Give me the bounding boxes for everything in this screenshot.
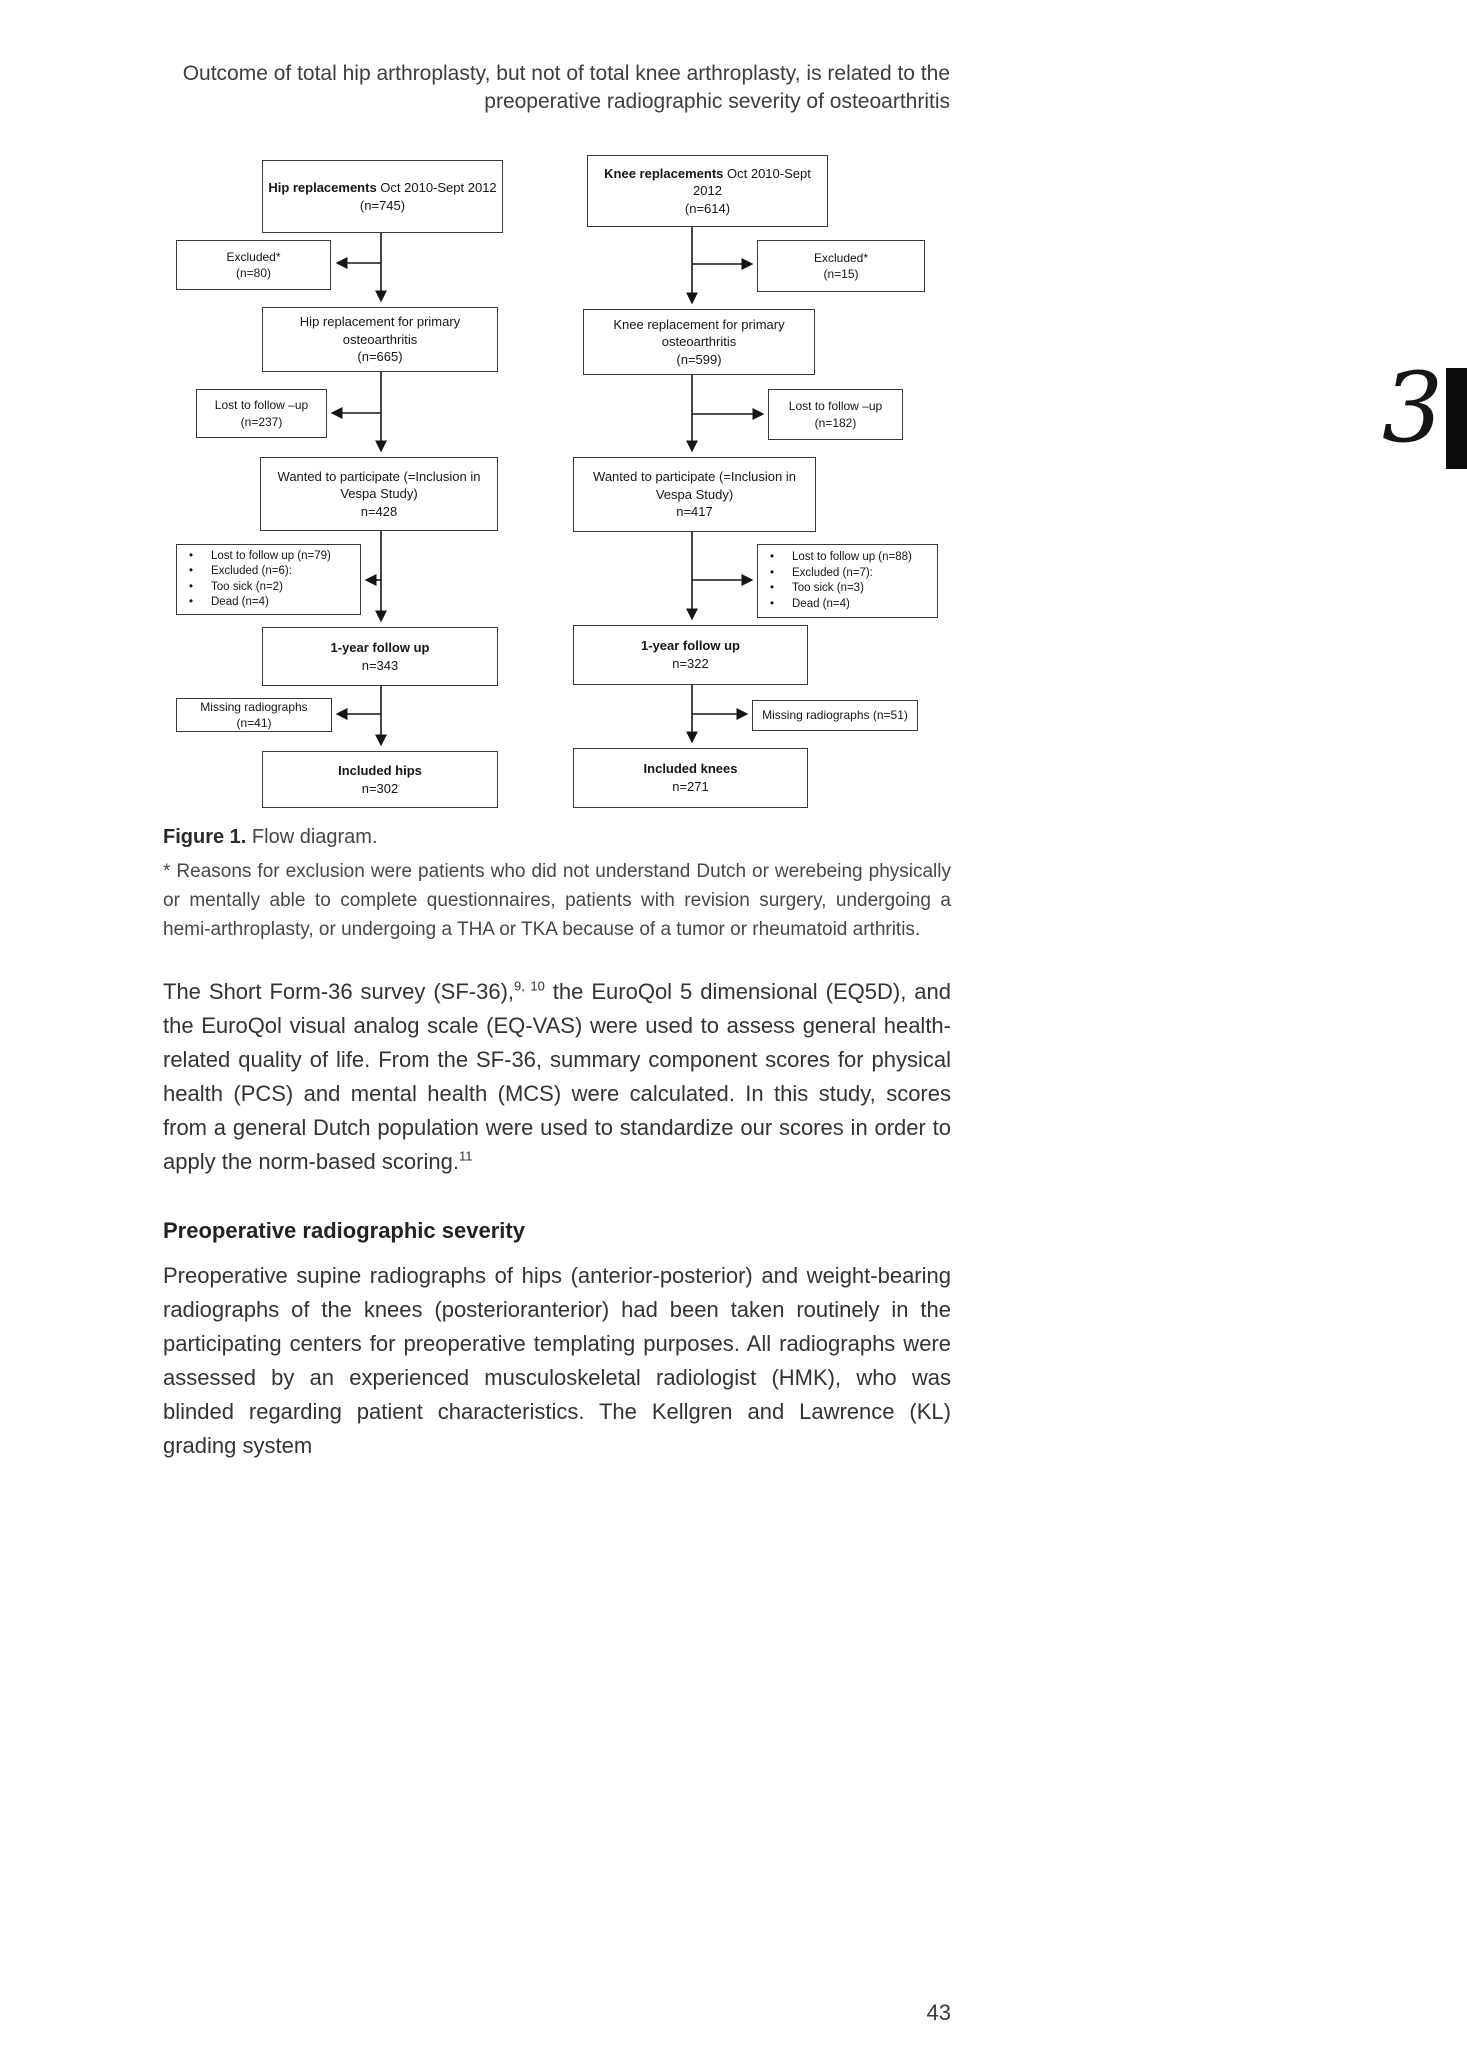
chapter-tab-bar [1446,368,1467,469]
flow-box-bold-label [331,639,430,657]
figure-footnote: * Reasons for exclusion were patients who did not understand Dutch or werebeing physically or mentally able to complete questionnaires, patients with revision surgery, undergoing a hemi-arthroplasty, or undergoing a THA or TKA because of a tumor or rheumatoid arthritis. [163,861,951,940]
flow-box-count: n=322 [672,656,709,671]
figure-caption-text: Flow diagram. [246,826,378,848]
flow-box-text: Knee replacement for primary [613,316,785,332]
flow-box-bold-label [338,762,422,780]
flow-box-text: Oct 2010-Sept 2012 [693,165,811,199]
figure-caption-label: Figure 1. [163,826,247,848]
flow-box-count: (n=15) [823,267,859,281]
flow-box-hip-included [262,751,498,808]
chapter-number: 3 [1382,352,1444,464]
flow-box-title: 1-year follow up [641,638,740,654]
flow-box-hip-start [262,160,503,233]
flow-box-knee-followup [573,625,808,685]
flow-box-bold-label [641,637,740,655]
flow-box-knee-primary [583,309,815,375]
flow-box-text: osteoarthritis [661,334,737,350]
flow-box-count: n=271 [672,779,709,794]
dropout-item: • Dead (n=4) [768,597,850,613]
flow-box-count: (n=745) [359,197,406,213]
reference-superscript: 11 [458,1148,473,1164]
dropout-item: • Dead (n=4) [187,595,269,611]
body-text: the EuroQol 5 dimensional (EQ5D), and the EuroQol visual analog scale (EQ-VAS) were used to assess general health-related quality of life. From the SF-36, summary component scores for physical health (PCS) and mental health (MCS) were calculated. In this study, scores from a general Dutch population were used to standardize our scores in order to apply the norm-based scoring. [163,979,951,1174]
flow-box-count: n=302 [361,780,399,796]
flow-box-count: n=417 [676,504,713,520]
flow-box-knee-excluded [757,240,925,292]
flow-box-title: Included knees [643,761,738,777]
flow-box-hip-dropouts [176,544,361,615]
flow-box-hip-followup [262,627,498,686]
dropout-item: • Lost to follow up (n=79) [187,549,331,565]
dropout-item: • Too sick (n=2) [187,580,283,596]
flow-box-knee-missing [752,700,918,731]
flow-box-bold-label [644,760,738,778]
flow-box-text: Hip replacement for primary [299,314,461,330]
flow-box-text: Oct 2010-Sept 2012 [376,179,497,195]
dropout-item: • Excluded (n=7): [768,566,873,582]
body-text: The Short Form-36 survey (SF-36), [163,979,515,1004]
reference-superscript: 9, 10 [514,978,545,994]
flow-box-text: Lost to follow –up [214,398,309,413]
flow-box-hip-wanted [260,457,498,531]
flow-box-count: n=343 [361,657,399,673]
flow-box-knee-wanted [573,457,816,532]
flow-box-hip-primary [262,307,498,372]
flow-box-text: Missing radiographs (n=41) [200,699,308,730]
dropout-item: • Too sick (n=3) [768,581,864,597]
dropout-item: • Excluded (n=6): [187,564,292,580]
flow-box-count: (n=665) [357,349,403,365]
flow-box-knee-included [573,748,808,808]
flow-box-knee-lost [768,389,903,440]
flow-box-bold-label: Hip replacements [268,179,377,195]
flow-box-text: Vespa Study) [340,486,418,502]
flow-box-text: Wanted to participate (=Inclusion in [593,469,796,485]
flow-box-title: 1-year follow up [330,639,430,655]
flow-box-count: (n=599) [676,351,722,367]
flow-box-line [593,165,822,200]
running-header-line2: preoperative radiographic severity of osteoarthritis [484,90,950,113]
flow-box-count: (n=614) [684,200,731,216]
flow-box-count: (n=237) [240,414,283,429]
figure-caption [163,826,951,849]
flow-box-title: Included hips [338,762,422,778]
running-header [160,60,950,116]
body-paragraph-1 [163,975,951,1179]
flow-box-text: osteoarthritis [342,331,418,347]
flow-box-knee-start [587,155,828,227]
page-number: 43 [926,2000,951,2025]
flow-box-text: Lost to follow –up [788,399,883,414]
flow-box-knee-dropouts [757,544,938,618]
running-header-line1: Outcome of total hip arthroplasty, but not of total knee arthroplasty, is related to the [182,62,950,85]
flow-box-text: Vespa Study) [655,486,734,502]
flow-box-count: (n=182) [814,415,857,430]
flow-box-text: Excluded* [813,250,869,265]
flow-box-text: Missing radiographs (n=51) [762,708,908,723]
flow-box-hip-missing [176,698,332,732]
dropout-item: • Lost to follow up (n=88) [768,550,912,566]
flow-box-bold-label: Knee replacements [604,165,724,181]
flow-box-hip-excluded [176,240,331,290]
flow-box-line [268,179,496,197]
flow-box-count: n=428 [360,503,398,519]
flow-box-text: Wanted to participate (=Inclusion in [277,468,481,484]
section-heading: Preoperative radiographic severity [163,1218,525,1244]
flow-box-text: Excluded* [226,249,281,264]
body-paragraph-2: Preoperative supine radiographs of hips (anterior-posterior) and weight-bearing radiographs of the knees (posterioranterior) had been taken routinely in the participating centers for preoperative templating purposes. All radiographs were assessed by an experienced musculoskeletal radiologist (HMK), who was blinded regarding patient characteristics. The Kellgren and Lawrence (KL) grading system [163,1263,951,1458]
flow-box-count: (n=80) [235,266,272,280]
flow-box-hip-lost [196,389,327,438]
